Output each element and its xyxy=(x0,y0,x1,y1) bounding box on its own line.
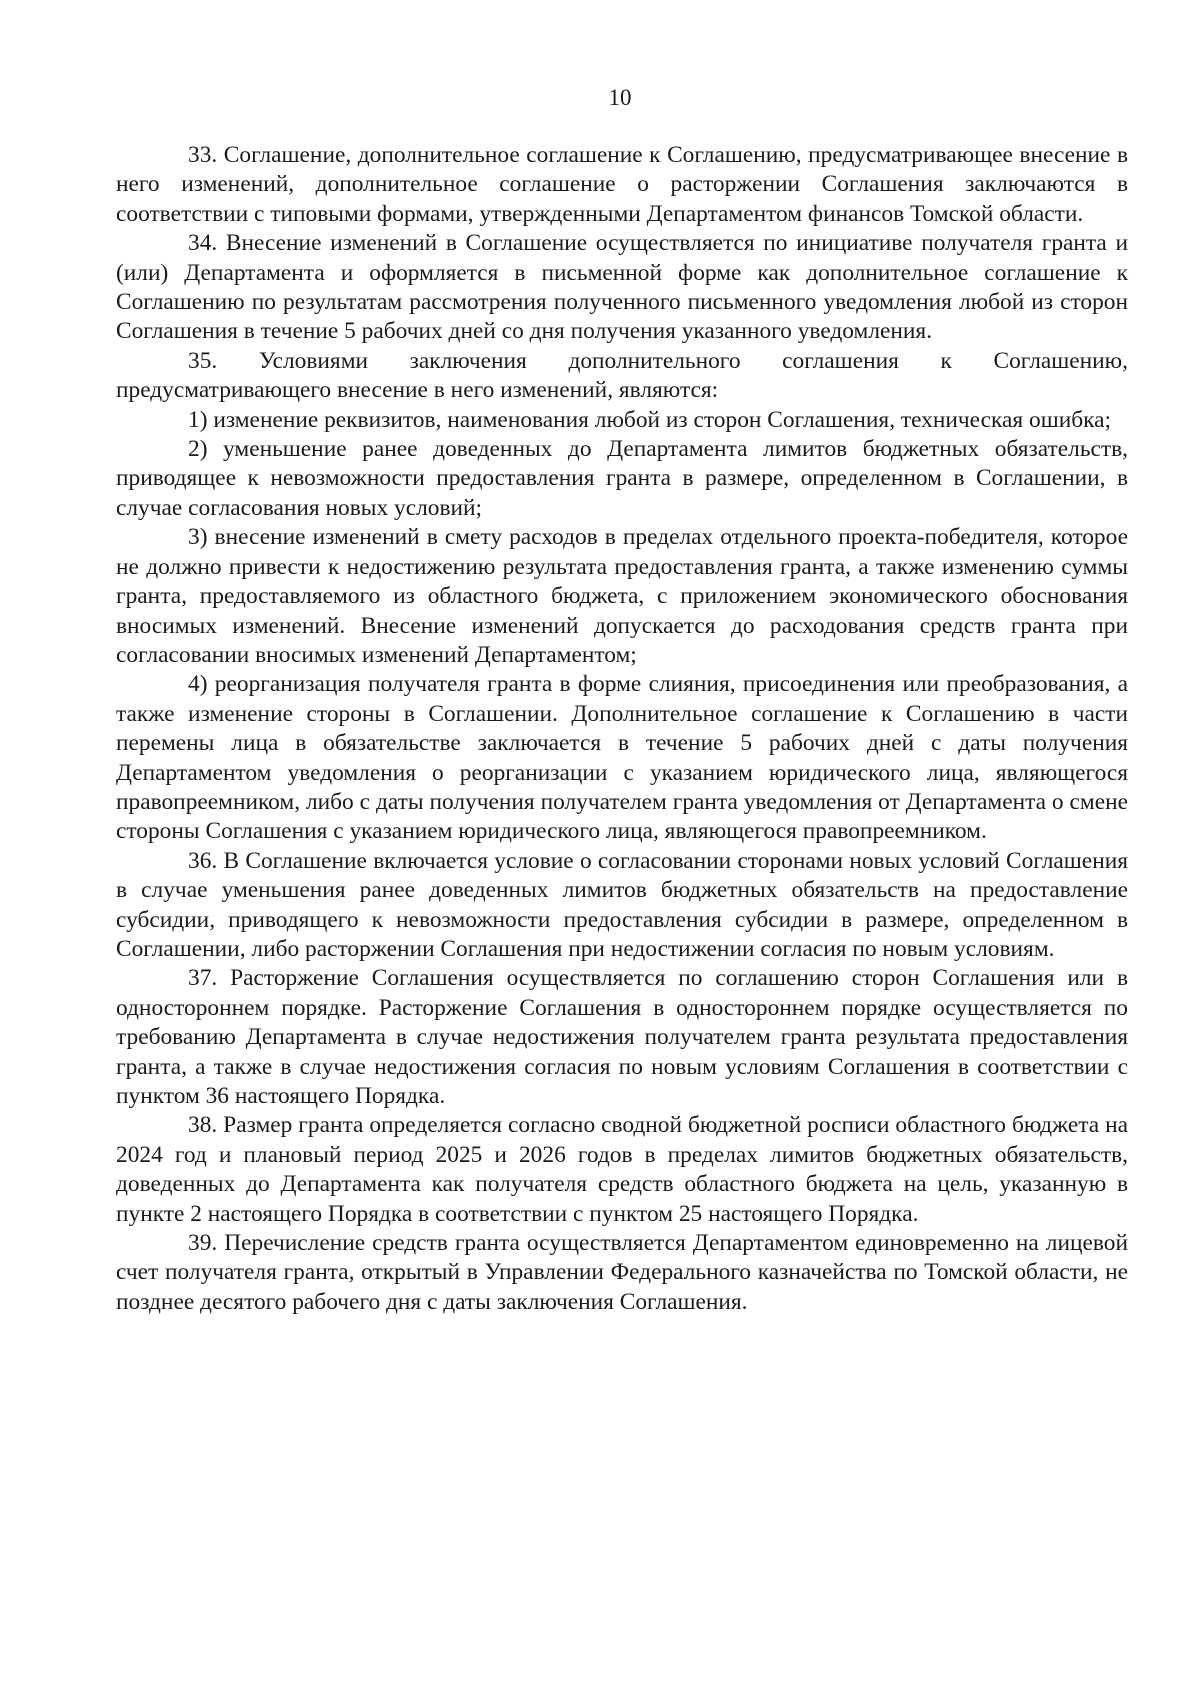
paragraph-35: 35. Условиями заключения дополнительного соглашения к Соглашению, предусматривающего внесение в него изменений, являются: xyxy=(116,347,1128,404)
paragraph-36: 36. В Соглашение включается условие о согласовании сторонами новых условий Соглашения в случае уменьшения ранее доведенных лимитов бюджетных обязательств на предоставление субсидии, приводящего к невозможности предоставления субсидии в размере, определенном в Соглашении, либо расторжении Соглашения при недостижении согласия по новым условиям. xyxy=(116,847,1128,962)
paragraph-38: 38. Размер гранта определяется согласно сводной бюджетной росписи областного бюджета на 2024 год и плановый период 2025 и 2026 годов в пределах лимитов бюджетных обязательств, доведенных до Департамента как получателя средств областного бюджета на цель, указанную в пункте 2 настоящего Порядка в соответствии с пунктом 25 настоящего Порядка. xyxy=(116,1112,1128,1227)
page-number: 10 xyxy=(608,85,632,110)
paragraph-35-item-4: 4) реорганизация получателя гранта в форме слияния, присоединения или преобразования, а также изменение стороны в Соглашении. Дополнительное соглашение к Соглашению в части перемены лица в обязательстве заключается в течение 5 рабочих дней с даты получения Департаментом уведомления о реорганизации с указанием юридического лица, являющегося правопреемником, либо с даты получения получателем гранта уведомления от Департамента о смене стороны Соглашения с указанием юридического лица, являющегося правопреемником. xyxy=(116,671,1128,845)
paragraph-37: 37. Расторжение Соглашения осуществляется по соглашению сторон Соглашения или в одностороннем порядке. Расторжение Соглашения в одностороннем порядке осуществляется по требованию Департамента в случае недостижения получателем гранта результата предоставления гранта, а также в случае недостижения согласия по новым условиям Соглашения в соответствии с пунктом 36 настоящего Порядка. xyxy=(116,965,1128,1109)
document-body xyxy=(116,141,1128,1317)
paragraph-34: 34. Внесение изменений в Соглашение осуществляется по инициативе получателя гранта и (или) Департамента и оформляется в письменной форме как дополнительное соглашение к Соглашению по результатам рассмотрения полученного письменного уведомления любой из сторон Соглашения в течение 5 рабочих дней со дня получения указанного уведомления. xyxy=(116,230,1128,345)
paragraph-35-item-3: 3) внесение изменений в смету расходов в пределах отдельного проекта-победителя, которое не должно привести к недостижению результата предоставления гранта, а также изменению суммы гранта, предоставляемого из областного бюджета, с приложением экономического обоснования вносимых изменений. Внесение изменений допускается до расходования средств гранта при согласовании вносимых изменений Департаментом; xyxy=(116,524,1128,668)
paragraph-35-item-2: 2) уменьшение ранее доведенных до Департамента лимитов бюджетных обязательств, приводящее к невозможности предоставления гранта в размере, определенном в Соглашении, в случае согласования новых условий; xyxy=(116,436,1128,521)
paragraph-33: 33. Соглашение, дополнительное соглашение к Соглашению, предусматривающее внесение в него изменений, дополнительное соглашение о расторжении Соглашения заключаются в соответствии с типовыми формами, утвержденными Департаментом финансов Томской области. xyxy=(116,142,1128,227)
paragraph-39: 39. Перечисление средств гранта осуществляется Департаментом единовременно на лицевой счет получателя гранта, открытый в Управлении Федерального казначейства по Томской области, не позднее десятого рабочего дня с даты заключения Соглашения. xyxy=(116,1230,1128,1315)
paragraph-35-item-1: 1) изменение реквизитов, наименования любой из сторон Соглашения, техническая ошибка; xyxy=(188,406,1112,433)
